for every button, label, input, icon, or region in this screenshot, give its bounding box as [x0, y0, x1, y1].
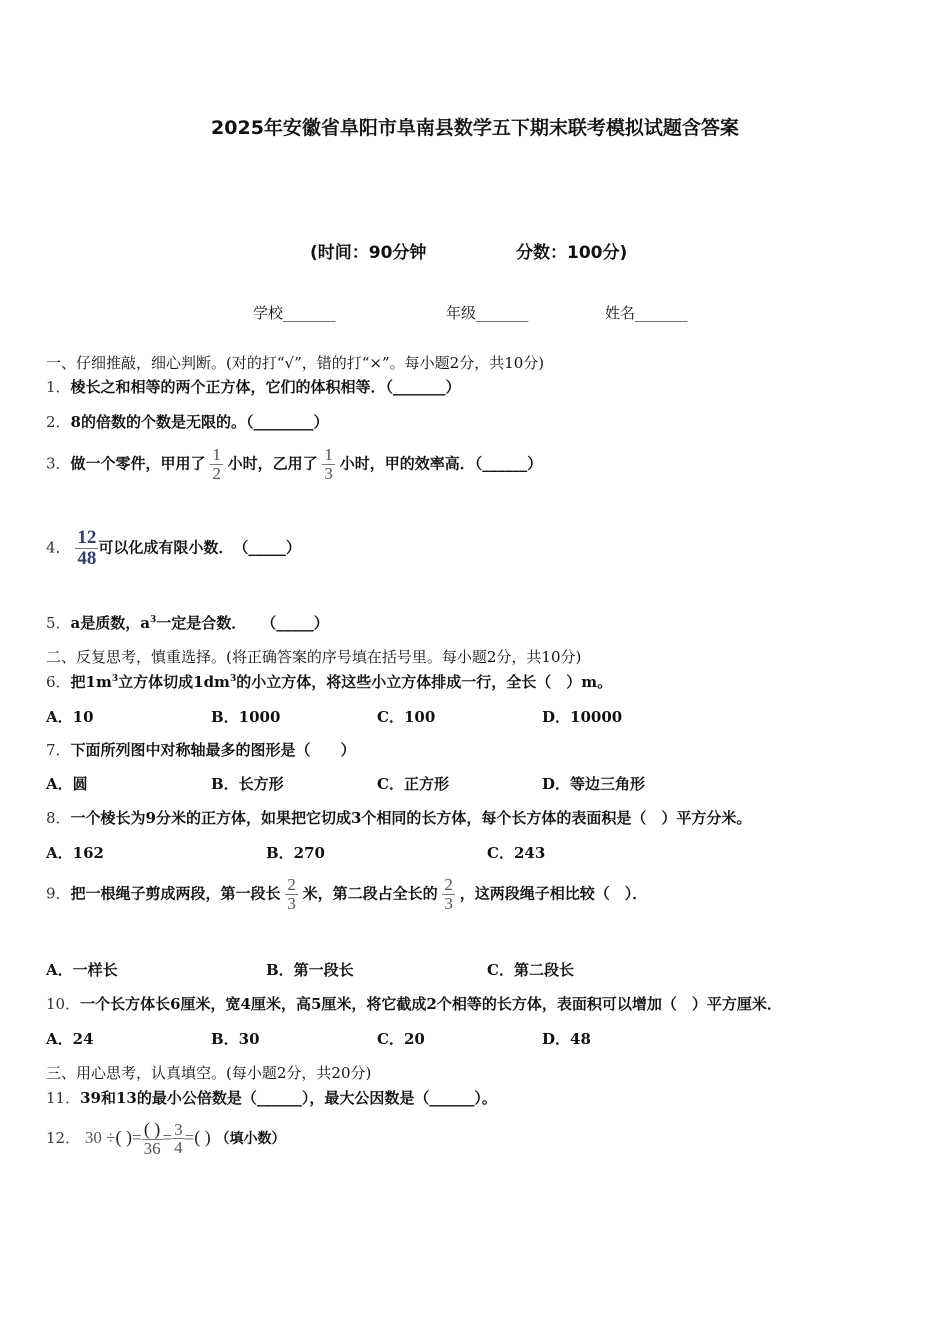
question-text: 下面所列图中对称轴最多的图形是（ ）	[70, 741, 356, 759]
fraction-numerator: 12	[77, 527, 97, 548]
blank-paren[interactable]: ( )	[194, 1126, 211, 1147]
question-text: 一定是合数． （_____）	[156, 614, 329, 632]
question-text: 棱长之和相等的两个正方体，它们的体积相等．（_______）	[70, 378, 461, 396]
equals-sign: =	[131, 1127, 142, 1147]
question-number: 12．	[46, 1128, 81, 1147]
option-c[interactable]: C．243	[487, 844, 546, 862]
fraction	[210, 446, 223, 483]
question-2	[46, 411, 329, 432]
question-text: 可以化成有限小数． （_____）	[98, 538, 301, 557]
fraction-denominator: 3	[287, 893, 296, 913]
question-note: （填小数）	[215, 1130, 286, 1147]
superscript: 3	[150, 615, 157, 625]
fraction-denominator: 48	[77, 547, 97, 569]
grade-field[interactable]: 年级_______	[446, 304, 529, 322]
question-text: 一个棱长为9分米的正方体，如果把它切成3个相同的长方体，每个长方体的表面积是（ ）平方分米。	[70, 809, 752, 827]
question-text: 米，第二段占全长的	[302, 884, 438, 903]
option-a[interactable]: A．一样长	[46, 961, 118, 979]
question-number: 10．	[46, 995, 81, 1013]
exam-time: (时间：90分钟	[310, 243, 427, 263]
question-number: 2．	[46, 413, 71, 431]
option-b[interactable]: B．270	[266, 844, 325, 862]
option-b[interactable]: B．第一段长	[266, 961, 354, 979]
question-text: 一个长方体长6厘米，宽4厘米，高5厘米，将它截成2个相等的长方体，表面积可以增加（ ）平方厘米．	[80, 995, 782, 1013]
question-11	[46, 1087, 497, 1108]
question-12	[46, 1120, 286, 1158]
equals-sign: =	[184, 1127, 195, 1147]
option-c[interactable]: C．20	[377, 1030, 425, 1048]
question-text: ，这两段绳子相比较（ ）．	[459, 884, 648, 903]
fraction-denominator: 4	[174, 1138, 183, 1158]
option-b[interactable]: B．长方形	[211, 775, 284, 793]
question-9	[46, 876, 647, 913]
question-10	[46, 993, 782, 1014]
fraction-numerator-blank[interactable]: ( )	[142, 1120, 163, 1140]
question-text: 的小立方体，将这些小立方体排成一行，全长（ ）m。	[236, 673, 613, 691]
option-d[interactable]: D．10000	[542, 708, 623, 726]
question-1	[46, 376, 461, 397]
expression: 30 ÷	[84, 1127, 116, 1147]
question-3	[46, 446, 542, 483]
question-number: 7．	[46, 741, 71, 759]
question-7	[46, 739, 356, 760]
question-text: 做一个零件，甲用了	[70, 454, 206, 473]
page-title: 2025年安徽省阜阳市阜南县数学五下期末联考模拟试题含答案	[211, 117, 739, 139]
equals-sign: =	[162, 1127, 173, 1147]
question-number: 9．	[46, 884, 71, 903]
option-c[interactable]: C．100	[377, 708, 436, 726]
question-5	[46, 612, 329, 633]
question-8	[46, 807, 751, 828]
fraction-denominator: 36	[143, 1138, 161, 1158]
question-number: 1．	[46, 378, 71, 396]
question-4	[46, 528, 301, 569]
fraction-numerator: 3	[174, 1119, 183, 1139]
fraction	[442, 876, 455, 913]
question-number: 8．	[46, 809, 71, 827]
option-c[interactable]: C．第二段长	[487, 961, 574, 979]
option-d[interactable]: D．48	[542, 1030, 591, 1048]
fraction-numerator: 2	[287, 875, 296, 894]
blank-paren[interactable]: ( )	[115, 1126, 132, 1147]
question-number: 6．	[46, 673, 71, 691]
option-a[interactable]: A．圆	[46, 775, 88, 793]
question-text: 小时，甲的效率高．（______）	[339, 454, 543, 473]
question-6	[46, 671, 612, 692]
question-text: a是质数，a	[70, 614, 150, 632]
fraction-numerator: 2	[444, 875, 453, 894]
school-field[interactable]: 学校_______	[253, 304, 336, 322]
fraction-numerator: 1	[324, 445, 333, 464]
exam-score: 分数：100分)	[516, 243, 628, 263]
question-number: 5．	[46, 614, 71, 632]
option-d[interactable]: D．等边三角形	[542, 775, 646, 793]
section-3-heading: 三、用心思考，认真填空。(每小题2分，共20分)	[46, 1064, 372, 1082]
question-number: 3．	[46, 454, 71, 473]
name-field[interactable]: 姓名_______	[605, 304, 688, 322]
fraction-denominator: 3	[324, 463, 333, 483]
option-b[interactable]: B．30	[211, 1030, 260, 1048]
fraction	[75, 528, 98, 569]
question-number: 11．	[46, 1089, 81, 1107]
fraction	[172, 1121, 185, 1158]
question-text: 8的倍数的个数是无限的。（________）	[70, 413, 329, 431]
fraction-denominator: 2	[212, 463, 221, 483]
question-text: 立方体切成1dm	[118, 673, 230, 691]
section-1-heading: 一、仔细推敲，细心判断。(对的打“√”，错的打“×”。每小题2分，共10分)	[46, 354, 545, 372]
fraction-denominator: 3	[444, 893, 453, 913]
option-c[interactable]: C．正方形	[377, 775, 449, 793]
superscript: 3	[111, 674, 119, 684]
question-text: 把1m	[70, 673, 112, 691]
option-a[interactable]: A．10	[46, 708, 94, 726]
question-text: 39和13的最小公倍数是（______），最大公因数是（______）。	[80, 1089, 497, 1107]
fraction	[142, 1120, 163, 1158]
option-b[interactable]: B．1000	[211, 708, 281, 726]
superscript: 3	[229, 674, 237, 684]
section-2-heading: 二、反复思考，慎重选择。(将正确答案的序号填在括号里。每小题2分，共10分)	[46, 648, 582, 666]
fraction-numerator: 1	[212, 445, 221, 464]
fraction	[285, 876, 298, 913]
option-a[interactable]: A．24	[46, 1030, 94, 1048]
question-text: 小时，乙用了	[227, 454, 318, 473]
question-number: 4．	[46, 538, 71, 557]
fraction	[322, 446, 335, 483]
question-text: 把一根绳子剪成两段，第一段长	[70, 884, 281, 903]
option-a[interactable]: A．162	[46, 844, 104, 862]
